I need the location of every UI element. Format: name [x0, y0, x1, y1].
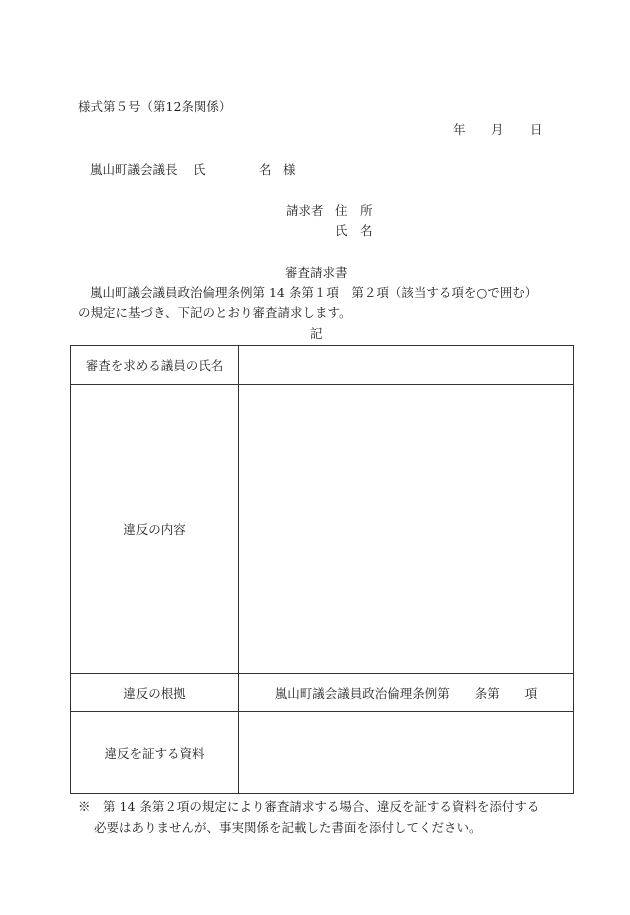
body-line-2: の規定に基づき、下記のとおり審査請求します。	[78, 305, 352, 320]
violation-basis-label: 違反の根拠	[71, 674, 239, 712]
table-row	[71, 346, 574, 385]
footnote-line-2: 必要はありませんが、事実関係を記載した書面を添付してください。	[94, 820, 482, 835]
document-title: 審査請求書	[285, 265, 348, 280]
requester-address-label: 住 所	[335, 203, 373, 218]
addressee-shi: 氏	[193, 162, 206, 177]
footnote	[78, 796, 539, 838]
footnote-mark: ※	[78, 799, 91, 814]
table-row	[71, 674, 574, 712]
addressee-sama: 様	[283, 162, 296, 177]
body-line-1: 嵐山町議会議員政治倫理条例第 14 条第１項 第２項（該当する項を○で囲む）	[90, 285, 538, 300]
footnote-line-1	[78, 796, 539, 817]
member-name-label: 審査を求める議員の氏名	[71, 346, 239, 385]
date-month-label: 月	[491, 122, 504, 137]
evidence-label: 違反を証する資料	[71, 712, 239, 794]
violation-content-label: 違反の内容	[71, 385, 239, 674]
date-year-label: 年	[453, 122, 466, 137]
requester-name-label: 氏 名	[335, 223, 373, 238]
violation-content-field[interactable]	[239, 385, 574, 674]
form-number: 様式第５号（第12条関係）	[78, 99, 232, 114]
addressee-mei: 名	[259, 162, 272, 177]
table-row	[71, 712, 574, 794]
member-name-field[interactable]	[239, 346, 574, 385]
request-table	[70, 345, 574, 794]
date-day-label: 日	[530, 122, 543, 137]
addressee-title: 嵐山町議会議長	[90, 162, 178, 177]
violation-basis-field[interactable]: 嵐山町議会議員政治倫理条例第 条第 項	[239, 674, 574, 712]
ki-heading: 記	[310, 326, 323, 341]
table-row	[71, 385, 574, 674]
requester-label: 請求者	[286, 203, 324, 218]
evidence-field[interactable]	[239, 712, 574, 794]
footnote-text-1: 第 14 条第２項の規定により審査請求する場合、違反を証する資料を添付する	[103, 799, 540, 814]
